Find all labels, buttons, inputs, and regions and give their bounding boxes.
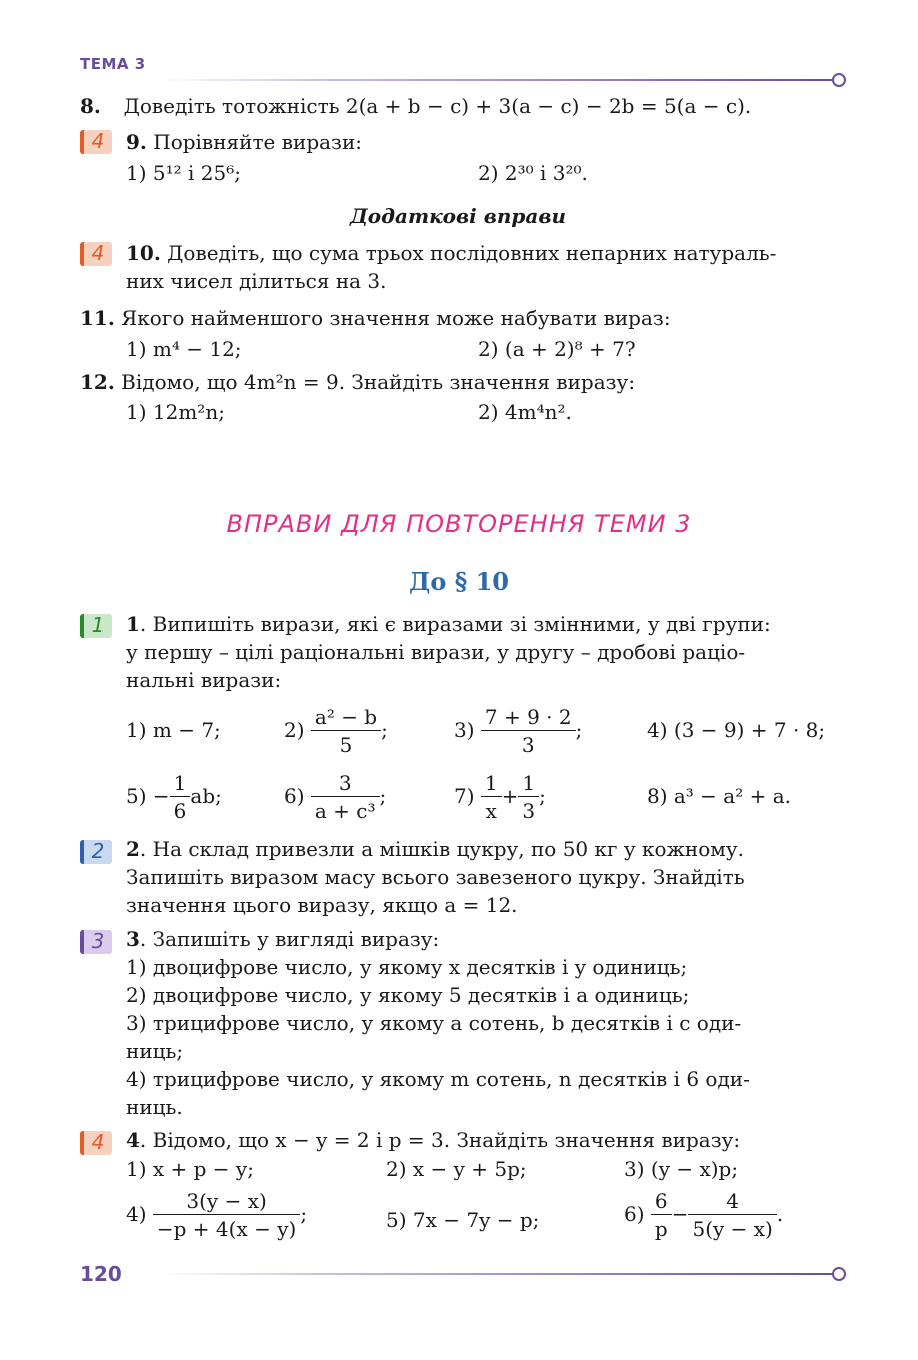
review-2-line-2: Запишіть виразом масу всього завезеного цукру. Знайдіть — [126, 865, 745, 889]
review-3-item-2: 2) двоцифрове число, у якому 5 десятків і a одиниць; — [126, 983, 690, 1007]
denominator: 5 — [339, 733, 353, 757]
fraction — [688, 1188, 776, 1243]
additional-exercises-heading: Додаткові вправи — [350, 204, 567, 228]
numerator: 6 — [651, 1188, 672, 1215]
expr-label: 7) — [454, 784, 475, 808]
numerator: 1 — [518, 770, 539, 797]
review-3-item-3: 3) трицифрове число, у якому a сотень, b десятків і c оди- — [126, 1011, 742, 1035]
exercise-12-option-2: 2) 4m⁴n². — [478, 400, 572, 424]
fraction — [311, 770, 380, 825]
exercise-text: . Відомо, що x − y = 2 і p = 3. Знайдіть значення виразу: — [139, 1128, 741, 1152]
header-rule — [160, 79, 832, 81]
review-2-line-3: значення цього виразу, якщо a = 12. — [126, 893, 518, 917]
punct: ; — [539, 784, 546, 808]
page-number: 120 — [80, 1262, 122, 1286]
expr-8: 8) a³ − a² + a. — [647, 784, 791, 808]
exercise-number: 4 — [126, 1128, 140, 1152]
punct: ; — [575, 718, 583, 742]
exercise-11-option-2: 2) (a + 2)⁸ + 7? — [478, 337, 636, 361]
fraction — [651, 1188, 672, 1243]
level-badge: 4 — [80, 242, 112, 266]
denominator: 5(y − x) — [692, 1217, 773, 1241]
numerator: 1 — [170, 770, 191, 797]
exercise-text: . Випишіть вирази, які є виразами зі змінними, у дві групи: — [139, 612, 771, 636]
exercise-text: . На склад привезли a мішків цукру, по 50 кг у кожному. — [139, 837, 744, 861]
exercise-10 — [126, 239, 776, 267]
exercise-8 — [80, 92, 751, 120]
review-1-line-3: нальні вирази: — [126, 668, 282, 692]
level-badge: 4 — [80, 1131, 112, 1155]
exercise-11 — [80, 304, 671, 332]
numerator: 7 + 9 · 2 — [481, 704, 576, 731]
exercise-10-line-2: них чисел ділиться на 3. — [126, 269, 387, 293]
denominator: p — [654, 1217, 668, 1241]
numerator: 3(y − x) — [153, 1188, 300, 1215]
footer-ring-icon — [832, 1267, 846, 1281]
expr-7 — [454, 770, 546, 825]
review-4-option-3: 3) (y − x)p; — [624, 1157, 739, 1181]
review-3-item-3-cont: ниць; — [126, 1039, 184, 1063]
expr-label: 5) − — [126, 784, 170, 808]
section-subtitle: До § 10 — [408, 567, 509, 596]
numerator: 1 — [481, 770, 502, 797]
review-1 — [126, 610, 771, 638]
review-4 — [126, 1126, 740, 1154]
exercise-text: Доведіть, що сума трьох послідовних непарних натураль- — [167, 241, 777, 265]
denominator: x — [485, 799, 497, 823]
denominator: 6 — [173, 799, 187, 823]
punct: ; — [381, 718, 388, 742]
exercise-text: Порівняйте вирази: — [153, 130, 363, 154]
fraction — [481, 770, 502, 825]
operator: − — [671, 1202, 689, 1226]
exercise-number: 11. — [80, 306, 115, 330]
review-4-option-1: 1) x + p − y; — [126, 1157, 254, 1181]
review-4-option-6 — [624, 1188, 783, 1243]
exercise-number: 9. — [126, 130, 147, 154]
punct: ; — [300, 1202, 308, 1226]
header-ring-icon — [832, 73, 846, 87]
exercise-number: 10. — [126, 241, 161, 265]
operator: + — [501, 784, 519, 808]
expr-4: 4) (3 − 9) + 7 · 8; — [647, 718, 826, 742]
level-badge: 1 — [80, 614, 112, 638]
fraction — [153, 1188, 300, 1243]
exercise-9-option-1: 1) 5¹² і 25⁶; — [126, 161, 241, 185]
exercise-number: 1 — [126, 612, 140, 636]
exercise-11-option-1: 1) m⁴ − 12; — [126, 337, 242, 361]
review-3-item-1: 1) двоцифрове число, у якому x десятків і y одиниць; — [126, 955, 688, 979]
fraction — [170, 770, 191, 825]
fraction — [518, 770, 539, 825]
exercise-number: 12. — [80, 370, 115, 394]
denominator: 3 — [522, 799, 536, 823]
exercise-12-option-1: 1) 12m²n; — [126, 400, 225, 424]
footer-rule — [160, 1273, 832, 1275]
denominator: −p + 4(x − y) — [156, 1217, 297, 1241]
fraction — [311, 704, 381, 759]
review-3-item-4-cont: ниць. — [126, 1095, 183, 1119]
denominator: 3 — [521, 733, 535, 757]
review-1-line-2: у першу – цілі раціональні вирази, у другу – дробові раціо- — [126, 640, 746, 664]
section-title: ВПРАВИ ДЛЯ ПОВТОРЕННЯ ТЕМИ 3 — [226, 510, 692, 538]
exercise-text: Якого найменшого значення може набувати вираз: — [121, 306, 671, 330]
review-4-option-2: 2) x − y + 5p; — [386, 1157, 527, 1181]
exercise-12 — [80, 368, 635, 396]
fraction — [481, 704, 576, 759]
theme-header: ТЕМА 3 — [80, 55, 146, 73]
expr-3 — [454, 704, 582, 759]
review-4-option-4 — [126, 1188, 307, 1243]
exercise-9 — [126, 128, 362, 156]
exercise-text: Відомо, що 4m²n = 9. Знайдіть значення виразу: — [121, 370, 636, 394]
exercise-9-option-2: 2) 2³⁰ і 3²⁰. — [478, 161, 588, 185]
expr-2 — [284, 704, 388, 759]
expr-label: 6) — [284, 784, 305, 808]
expr-1: 1) m − 7; — [126, 718, 221, 742]
punct: ; — [379, 784, 387, 808]
level-badge: 3 — [80, 930, 112, 954]
review-3-item-4: 4) трицифрове число, у якому m сотень, n десятків і 6 оди- — [126, 1067, 750, 1091]
expr-tail: ab; — [190, 784, 222, 808]
expr-label: 2) — [284, 718, 305, 742]
exercise-number: 8. — [80, 94, 101, 118]
numerator: 4 — [688, 1188, 776, 1215]
level-badge: 2 — [80, 840, 112, 864]
review-2 — [126, 835, 744, 863]
exercise-number: 2 — [126, 837, 140, 861]
numerator: 3 — [311, 770, 380, 797]
punct: . — [776, 1202, 784, 1226]
denominator: a + c³ — [314, 799, 376, 823]
exercise-text: Доведіть тотожність 2(a + b − c) + 3(a − c) − 2b = 5(a − c). — [123, 94, 752, 118]
review-4-option-5: 5) 7x − 7y − p; — [386, 1208, 540, 1232]
numerator: a² − b — [311, 704, 381, 731]
expr-label: 3) — [454, 718, 475, 742]
review-3 — [126, 925, 439, 953]
expr-label: 4) — [126, 1202, 147, 1226]
exercise-text: . Запишіть у вигляді виразу: — [139, 927, 440, 951]
expr-6 — [284, 770, 386, 825]
expr-label: 6) — [624, 1202, 645, 1226]
exercise-number: 3 — [126, 927, 140, 951]
expr-5 — [126, 770, 222, 825]
level-badge: 4 — [80, 130, 112, 154]
